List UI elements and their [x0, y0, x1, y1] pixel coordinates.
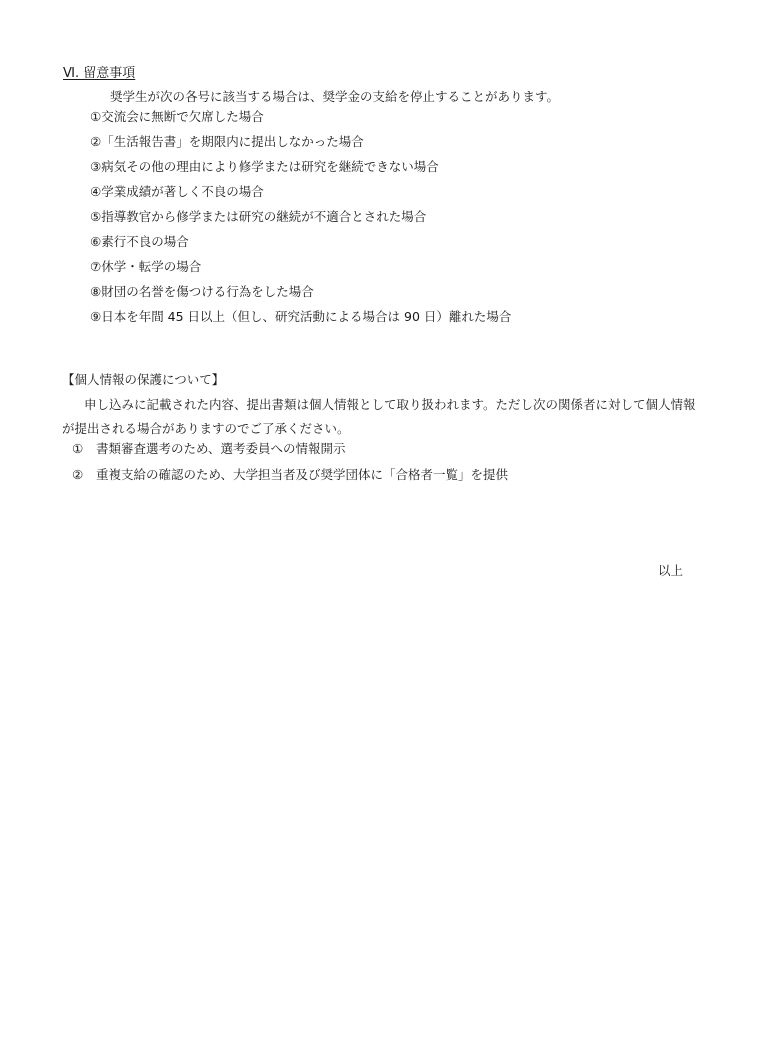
privacy-disclosure-list: [72, 436, 508, 488]
privacy-heading: 【個人情報の保護について】: [62, 372, 225, 387]
item-number: ②: [72, 467, 84, 482]
list-item: ⑥素行不良の場合: [90, 234, 189, 249]
section-intro: 奨学生が次の各号に該当する場合は、奨学金の支給を停止することがあります。: [110, 89, 560, 104]
list-item: [72, 436, 508, 462]
suspension-conditions-list: [90, 104, 511, 329]
list-item: ⑤指導教官から修学または研究の継続が不適合とされた場合: [90, 209, 427, 224]
list-item: ②「生活報告書」を期限内に提出しなかった場合: [90, 134, 364, 149]
list-item: ⑦休学・転学の場合: [90, 259, 202, 274]
section-title: Ⅵ. 留意事項: [63, 66, 136, 81]
item-text: 重複支給の確認のため、大学担当者及び奨学団体に「合格者一覧」を提供: [96, 467, 509, 482]
list-item: ③病気その他の理由により修学または研究を継続できない場合: [90, 159, 439, 174]
item-number: ①: [72, 441, 84, 456]
list-item: ④学業成績が著しく不良の場合: [90, 184, 264, 199]
privacy-body: 申し込みに記載された内容、提出書類は個人情報として取り扱われます。ただし次の関係者に対して個人情報が提出される場合がありますのでご了承ください。: [62, 397, 696, 436]
list-item: ⑨日本を年間 45 日以上（但し、研究活動による場合は 90 日）離れた場合: [90, 309, 512, 324]
closing-text: 以上: [657, 563, 683, 578]
list-item: ①交流会に無断で欠席した場合: [90, 109, 264, 124]
list-item: [72, 462, 508, 488]
item-text: 書類審査選考のため、選考委員への情報開示: [96, 441, 346, 456]
list-item: ⑧財団の名誉を傷つける行為をした場合: [90, 284, 314, 299]
